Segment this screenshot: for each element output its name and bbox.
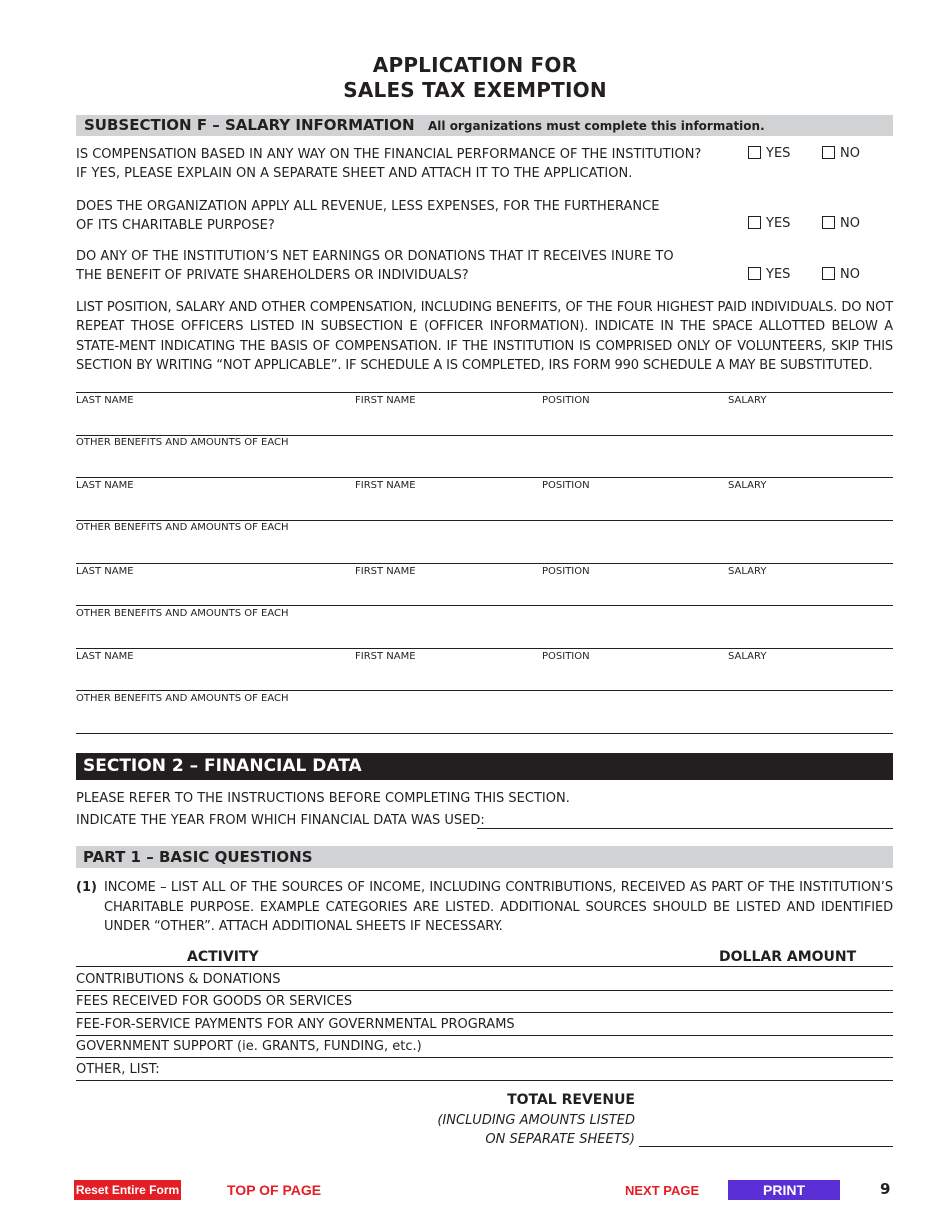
entry-line [76, 605, 893, 606]
table-row[interactable] [76, 968, 893, 991]
position-label-1: POSITION [542, 395, 590, 406]
activity-label: FEES RECEIVED FOR GOODS OR SERVICES [76, 994, 353, 1009]
first-name-label-3: FIRST NAME [355, 566, 416, 577]
top-of-page-link[interactable]: TOP OF PAGE [227, 1182, 322, 1198]
entry-line [76, 392, 893, 393]
entry-line [76, 435, 893, 436]
entry-line [76, 563, 893, 564]
page-number: 9 [880, 1180, 891, 1198]
activity-label: OTHER, LIST: [76, 1062, 160, 1077]
section-2-title: SECTION 2 – FINANCIAL DATA [83, 756, 362, 776]
income-question-text: INCOME – LIST ALL OF THE SOURCES OF INCOME, INCLUDING CONTRIBUTIONS, RECEIVED AS PART OF THE INSTITUTION’S CHARITABLE PURPOSE. EXAMPLE CATEGORIES ARE LISTED. ADDITIONAL SOURCES SHOULD BE LISTED AND IDENTIFIED UNDER “OTHER”. ATTACH ADDITIONAL SHEETS IF NECESSARY. [104, 880, 893, 934]
table-row[interactable] [76, 1058, 893, 1081]
last-name-label-2: LAST NAME [76, 480, 134, 491]
salary-label-2: SALARY [728, 480, 767, 491]
subsection-f-title: SUBSECTION F – SALARY INFORMATION [84, 116, 415, 134]
other-benefits-label-1: OTHER BENEFITS AND AMOUNTS OF EACH [76, 437, 289, 448]
salary-label-4: SALARY [728, 651, 767, 662]
q2-yes-option[interactable] [748, 216, 790, 231]
q3-yes-label: YES [766, 267, 791, 282]
question-1-number: (1) [76, 880, 97, 895]
table-header-line [76, 966, 893, 967]
q3-yes-option[interactable] [748, 267, 790, 282]
activity-label: FEE-FOR-SERVICE PAYMENTS FOR ANY GOVERNMENTAL PROGRAMS [76, 1017, 515, 1032]
entry-line [76, 648, 893, 649]
form-title-line2: SALES TAX EXEMPTION [343, 78, 607, 102]
other-benefits-label-4: OTHER BENEFITS AND AMOUNTS OF EACH [76, 693, 289, 704]
subsection-f-note: All organizations must complete this information. [428, 119, 765, 133]
question-1-line1: IS COMPENSATION BASED IN ANY WAY ON THE FINANCIAL PERFORMANCE OF THE INSTITUTION? [76, 147, 702, 162]
q1-yes-checkbox[interactable] [748, 146, 761, 159]
print-button[interactable]: PRINT [728, 1180, 840, 1200]
entry-line [76, 520, 893, 521]
position-label-4: POSITION [542, 651, 590, 662]
q3-no-checkbox[interactable] [822, 267, 835, 280]
part-1-title: PART 1 – BASIC QUESTIONS [83, 848, 313, 866]
subsection-f-header [76, 115, 893, 136]
q1-yes-option[interactable] [748, 146, 790, 161]
first-name-label-2: FIRST NAME [355, 480, 416, 491]
table-row[interactable] [76, 1036, 893, 1058]
position-label-3: POSITION [542, 566, 590, 577]
question-3-line1: DO ANY OF THE INSTITUTION’S NET EARNINGS OR DONATIONS THAT IT RECEIVES INURE TO [76, 249, 674, 264]
q2-no-checkbox[interactable] [822, 216, 835, 229]
table-row[interactable] [76, 991, 893, 1013]
total-revenue-input[interactable] [639, 1146, 893, 1147]
refer-instructions: PLEASE REFER TO THE INSTRUCTIONS BEFORE COMPLETING THIS SECTION. [76, 791, 570, 806]
last-name-label-4: LAST NAME [76, 651, 134, 662]
q2-no-option[interactable] [822, 216, 860, 231]
q1-no-label: NO [840, 146, 860, 161]
q2-no-label: NO [840, 216, 860, 231]
question-3-line2: THE BENEFIT OF PRIVATE SHAREHOLDERS OR INDIVIDUALS? [76, 268, 469, 283]
first-name-label-4: FIRST NAME [355, 651, 416, 662]
year-input[interactable] [477, 812, 893, 829]
compensation-instructions: LIST POSITION, SALARY AND OTHER COMPENSATION, INCLUDING BENEFITS, OF THE FOUR HIGHEST PAID INDIVIDUALS. DO NOT REPEAT THOSE OFFICERS LISTED IN SUBSECTION E (OFFICER INFORMATION). INDICATE IN THE SPACE ALLOTTED BELOW A STATE-MENT INDICATING THE BASIS OF COMPENSATION. IF THE INSTITUTION IS COMPRISED ONLY OF VOLUNTEERS, SKIP THIS SECTION BY WRITING “NOT APPLICABLE”. IF SCHEDULE A IS COMPLETED, IRS FORM 990 SCHEDULE A MAY BE SUBSTITUTED. [76, 300, 893, 373]
part-1-header [76, 846, 893, 868]
last-name-label-1: LAST NAME [76, 395, 134, 406]
entry-line [76, 477, 893, 478]
activity-column-header: ACTIVITY [187, 949, 259, 965]
question-2 [76, 197, 716, 235]
reset-form-button[interactable]: Reset Entire Form [74, 1180, 181, 1200]
entry-line [76, 690, 893, 691]
q1-no-checkbox[interactable] [822, 146, 835, 159]
section-2-header [76, 753, 893, 780]
other-benefits-label-3: OTHER BENEFITS AND AMOUNTS OF EACH [76, 608, 289, 619]
total-revenue-note-2: ON SEPARATE SHEETS) [485, 1132, 635, 1147]
total-revenue-label: TOTAL REVENUE [507, 1092, 635, 1108]
q2-yes-checkbox[interactable] [748, 216, 761, 229]
question-1-line2: IF YES, PLEASE EXPLAIN ON A SEPARATE SHEET AND ATTACH IT TO THE APPLICATION. [76, 166, 633, 181]
question-2-line2: OF ITS CHARITABLE PURPOSE? [76, 218, 275, 233]
form-title-line1: APPLICATION FOR [372, 53, 578, 77]
q3-no-label: NO [840, 267, 860, 282]
first-name-label-1: FIRST NAME [355, 395, 416, 406]
q2-yes-label: YES [766, 216, 791, 231]
q3-yes-checkbox[interactable] [748, 267, 761, 280]
q3-no-option[interactable] [822, 267, 860, 282]
activity-label: GOVERNMENT SUPPORT (ie. GRANTS, FUNDING, etc.) [76, 1039, 422, 1054]
activity-label: CONTRIBUTIONS & DONATIONS [76, 972, 281, 987]
entry-line [76, 733, 893, 734]
other-benefits-label-2: OTHER BENEFITS AND AMOUNTS OF EACH [76, 522, 289, 533]
question-2-line1: DOES THE ORGANIZATION APPLY ALL REVENUE, LESS EXPENSES, FOR THE FURTHERANCE [76, 199, 660, 214]
question-3 [76, 247, 716, 285]
table-row[interactable] [76, 1013, 893, 1036]
amount-column-header: DOLLAR AMOUNT [719, 949, 857, 965]
position-label-2: POSITION [542, 480, 590, 491]
last-name-label-3: LAST NAME [76, 566, 134, 577]
salary-label-3: SALARY [728, 566, 767, 577]
total-revenue-note-1: (INCLUDING AMOUNTS LISTED [437, 1113, 635, 1128]
question-1 [76, 145, 716, 183]
salary-label-1: SALARY [728, 395, 767, 406]
q1-no-option[interactable] [822, 146, 860, 161]
year-label: INDICATE THE YEAR FROM WHICH FINANCIAL DATA WAS USED: [76, 813, 485, 828]
q1-yes-label: YES [766, 146, 791, 161]
next-page-link[interactable]: NEXT PAGE [625, 1183, 700, 1198]
